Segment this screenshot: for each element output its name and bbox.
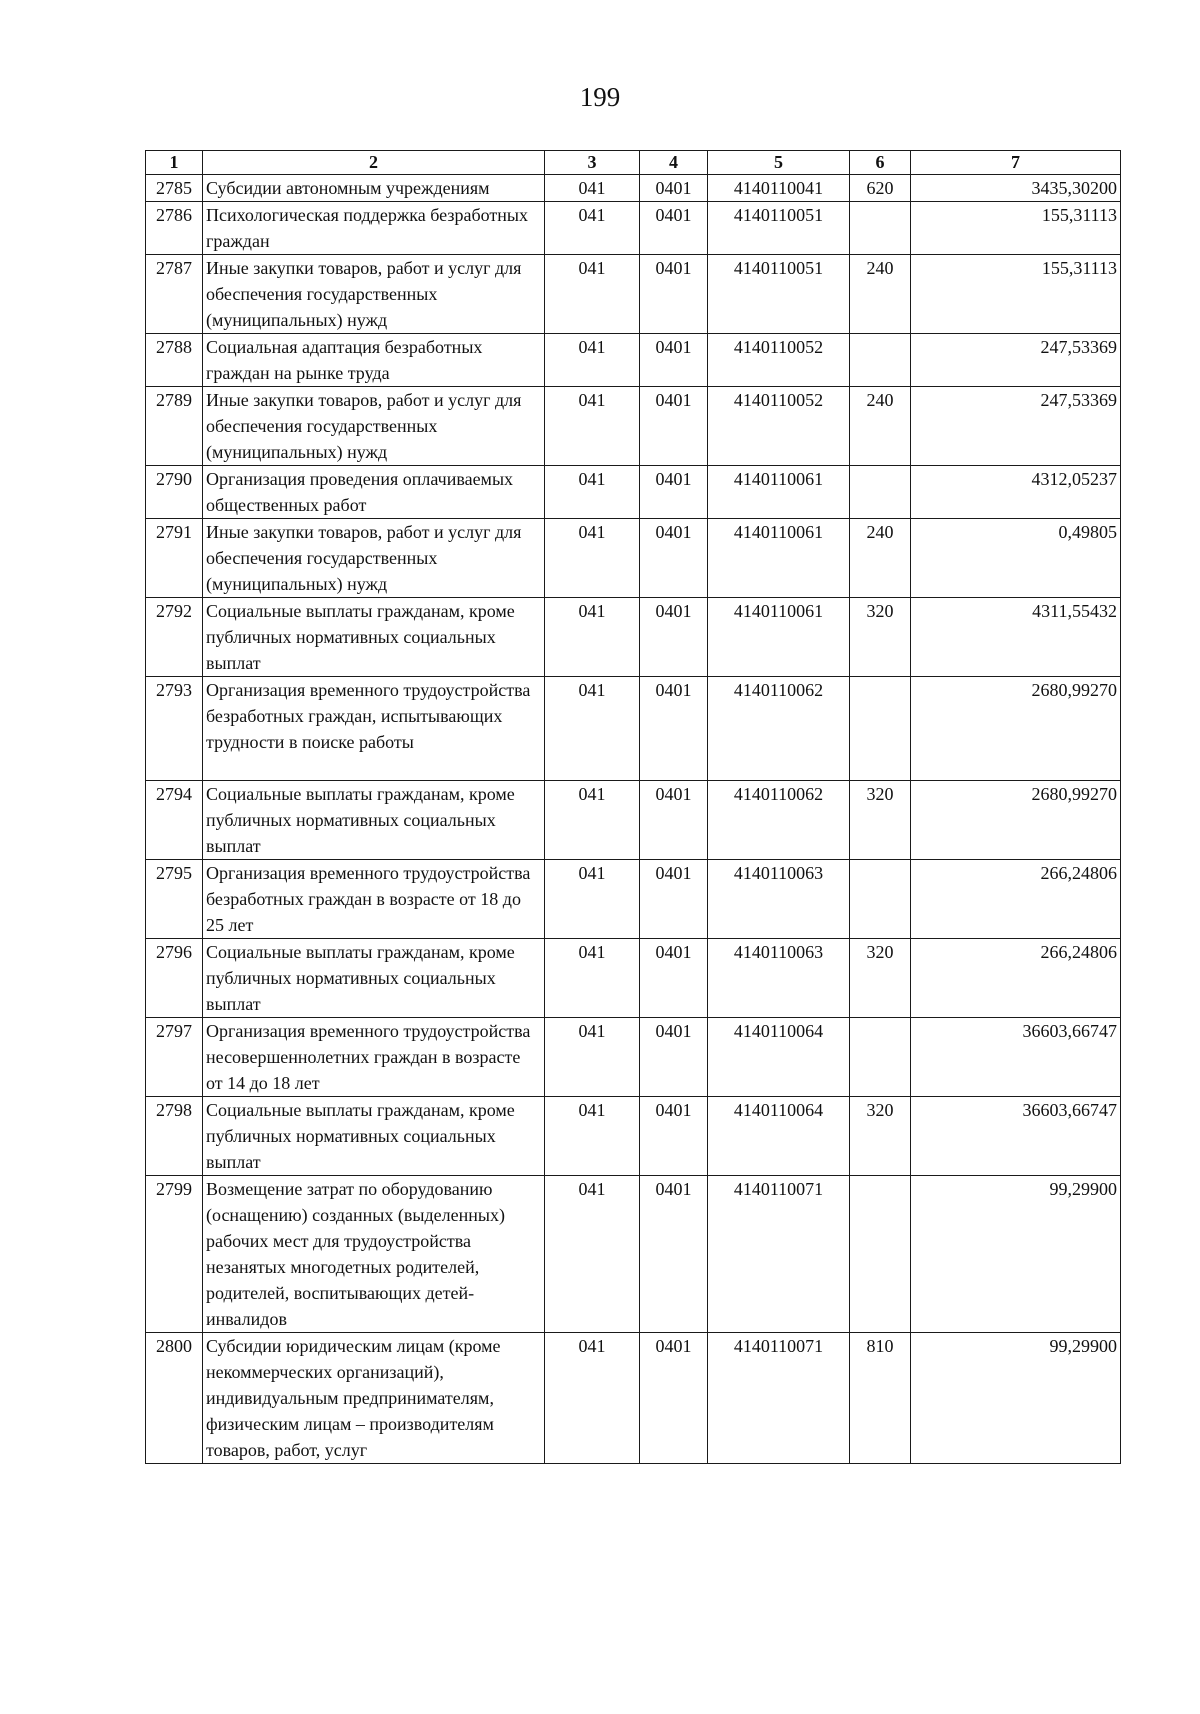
row-col-4: 0401 [640,1333,708,1464]
row-col-3: 041 [545,1018,640,1097]
table-header-row [146,151,1121,175]
row-col-5: 4140110063 [708,860,850,939]
row-col-3: 041 [545,939,640,1018]
row-col-6 [850,466,911,519]
row-col-4: 0401 [640,677,708,781]
row-name: Иные закупки товаров, работ и услуг для обеспечения государственных (муниципальных) нужд [203,387,545,466]
row-col-3: 041 [545,598,640,677]
row-col-6: 320 [850,939,911,1018]
table-row [146,1176,1121,1333]
row-col-6 [850,1018,911,1097]
table-row [146,255,1121,334]
row-amount: 266,24806 [911,860,1121,939]
row-col-4: 0401 [640,202,708,255]
row-name: Субсидии автономным учреждениям [203,175,545,202]
header-col-3: 3 [545,151,640,175]
row-col-3: 041 [545,255,640,334]
row-col-4: 0401 [640,781,708,860]
row-number: 2794 [146,781,203,860]
row-col-4: 0401 [640,1176,708,1333]
row-number: 2791 [146,519,203,598]
row-col-5: 4140110051 [708,255,850,334]
row-amount: 0,49805 [911,519,1121,598]
row-col-4: 0401 [640,860,708,939]
row-col-6: 320 [850,598,911,677]
row-col-3: 041 [545,677,640,781]
header-col-6: 6 [850,151,911,175]
row-col-3: 041 [545,466,640,519]
table-row [146,598,1121,677]
table-row [146,781,1121,860]
row-amount: 2680,99270 [911,677,1121,781]
row-col-6 [850,1176,911,1333]
row-col-5: 4140110062 [708,677,850,781]
row-number: 2790 [146,466,203,519]
row-name: Организация проведения оплачиваемых общественных работ [203,466,545,519]
row-col-3: 041 [545,860,640,939]
row-amount: 4312,05237 [911,466,1121,519]
row-name: Социальная адаптация безработных граждан на рынке труда [203,334,545,387]
table-row [146,860,1121,939]
row-number: 2789 [146,387,203,466]
table-row [146,519,1121,598]
row-col-6 [850,202,911,255]
row-col-3: 041 [545,519,640,598]
row-name: Социальные выплаты гражданам, кроме публичных нормативных социальных выплат [203,598,545,677]
row-number: 2792 [146,598,203,677]
row-amount: 99,29900 [911,1333,1121,1464]
budget-table [145,150,1121,1464]
header-col-5: 5 [708,151,850,175]
row-number: 2787 [146,255,203,334]
row-col-5: 4140110064 [708,1018,850,1097]
table-row [146,1333,1121,1464]
table-row [146,939,1121,1018]
header-col-7: 7 [911,151,1121,175]
row-amount: 247,53369 [911,387,1121,466]
row-name: Возмещение затрат по оборудованию (оснащению) созданных (выделенных) рабочих мест для трудоустройства незанятых многодетных родителей, родителей, воспитывающих детей-инвалидов [203,1176,545,1333]
row-number: 2800 [146,1333,203,1464]
row-col-6: 240 [850,519,911,598]
row-col-6: 240 [850,387,911,466]
row-col-3: 041 [545,1333,640,1464]
row-col-6 [850,677,911,781]
row-col-6: 620 [850,175,911,202]
row-col-5: 4140110061 [708,466,850,519]
header-col-2: 2 [203,151,545,175]
row-name: Социальные выплаты гражданам, кроме публичных нормативных социальных выплат [203,781,545,860]
header-col-4: 4 [640,151,708,175]
row-number: 2795 [146,860,203,939]
row-col-4: 0401 [640,334,708,387]
row-amount: 36603,66747 [911,1018,1121,1097]
table-row [146,175,1121,202]
row-col-3: 041 [545,334,640,387]
row-number: 2793 [146,677,203,781]
row-col-3: 041 [545,387,640,466]
row-col-4: 0401 [640,255,708,334]
row-col-5: 4140110071 [708,1176,850,1333]
row-col-5: 4140110041 [708,175,850,202]
row-col-5: 4140110063 [708,939,850,1018]
row-name: Организация временного трудоустройства безработных граждан, испытывающих трудности в поиске работы [203,677,545,781]
row-col-3: 041 [545,781,640,860]
row-name: Организация временного трудоустройства несовершеннолетних граждан в возрасте от 14 до 18 лет [203,1018,545,1097]
table-row [146,202,1121,255]
row-col-4: 0401 [640,1018,708,1097]
row-amount: 247,53369 [911,334,1121,387]
table-row [146,387,1121,466]
row-col-6 [850,334,911,387]
row-col-4: 0401 [640,1097,708,1176]
row-col-6 [850,860,911,939]
row-number: 2785 [146,175,203,202]
row-number: 2788 [146,334,203,387]
table-row [146,677,1121,781]
row-col-4: 0401 [640,466,708,519]
row-name: Социальные выплаты гражданам, кроме публичных нормативных социальных выплат [203,939,545,1018]
row-col-3: 041 [545,1176,640,1333]
row-col-3: 041 [545,202,640,255]
row-amount: 266,24806 [911,939,1121,1018]
row-amount: 155,31113 [911,255,1121,334]
row-col-5: 4140110071 [708,1333,850,1464]
row-name: Социальные выплаты гражданам, кроме публичных нормативных социальных выплат [203,1097,545,1176]
row-col-4: 0401 [640,598,708,677]
row-amount: 36603,66747 [911,1097,1121,1176]
row-number: 2799 [146,1176,203,1333]
row-col-6: 240 [850,255,911,334]
row-col-6: 320 [850,1097,911,1176]
row-name: Организация временного трудоустройства безработных граждан в возрасте от 18 до 25 лет [203,860,545,939]
table-row [146,334,1121,387]
header-col-1: 1 [146,151,203,175]
table-row [146,466,1121,519]
table-row [146,1018,1121,1097]
row-amount: 155,31113 [911,202,1121,255]
row-amount: 2680,99270 [911,781,1121,860]
row-number: 2786 [146,202,203,255]
row-name: Иные закупки товаров, работ и услуг для обеспечения государственных (муниципальных) нужд [203,519,545,598]
row-name: Психологическая поддержка безработных граждан [203,202,545,255]
row-number: 2797 [146,1018,203,1097]
row-col-6: 320 [850,781,911,860]
row-col-5: 4140110061 [708,598,850,677]
row-name: Иные закупки товаров, работ и услуг для обеспечения государственных (муниципальных) нужд [203,255,545,334]
row-col-4: 0401 [640,175,708,202]
row-col-5: 4140110062 [708,781,850,860]
row-amount: 4311,55432 [911,598,1121,677]
row-number: 2796 [146,939,203,1018]
row-col-4: 0401 [640,387,708,466]
row-amount: 99,29900 [911,1176,1121,1333]
row-col-4: 0401 [640,519,708,598]
table-row [146,1097,1121,1176]
row-col-4: 0401 [640,939,708,1018]
row-col-5: 4140110051 [708,202,850,255]
row-col-3: 041 [545,175,640,202]
row-col-6: 810 [850,1333,911,1464]
table-body [146,175,1121,1464]
row-number: 2798 [146,1097,203,1176]
row-col-5: 4140110061 [708,519,850,598]
page-number: 199 [579,82,621,112]
row-col-5: 4140110064 [708,1097,850,1176]
row-name: Субсидии юридическим лицам (кроме некоммерческих организаций), индивидуальным предпринимателям, физическим лицам – производителям товаров, работ, услуг [203,1333,545,1464]
row-col-3: 041 [545,1097,640,1176]
row-amount: 3435,30200 [911,175,1121,202]
row-col-5: 4140110052 [708,387,850,466]
row-col-5: 4140110052 [708,334,850,387]
